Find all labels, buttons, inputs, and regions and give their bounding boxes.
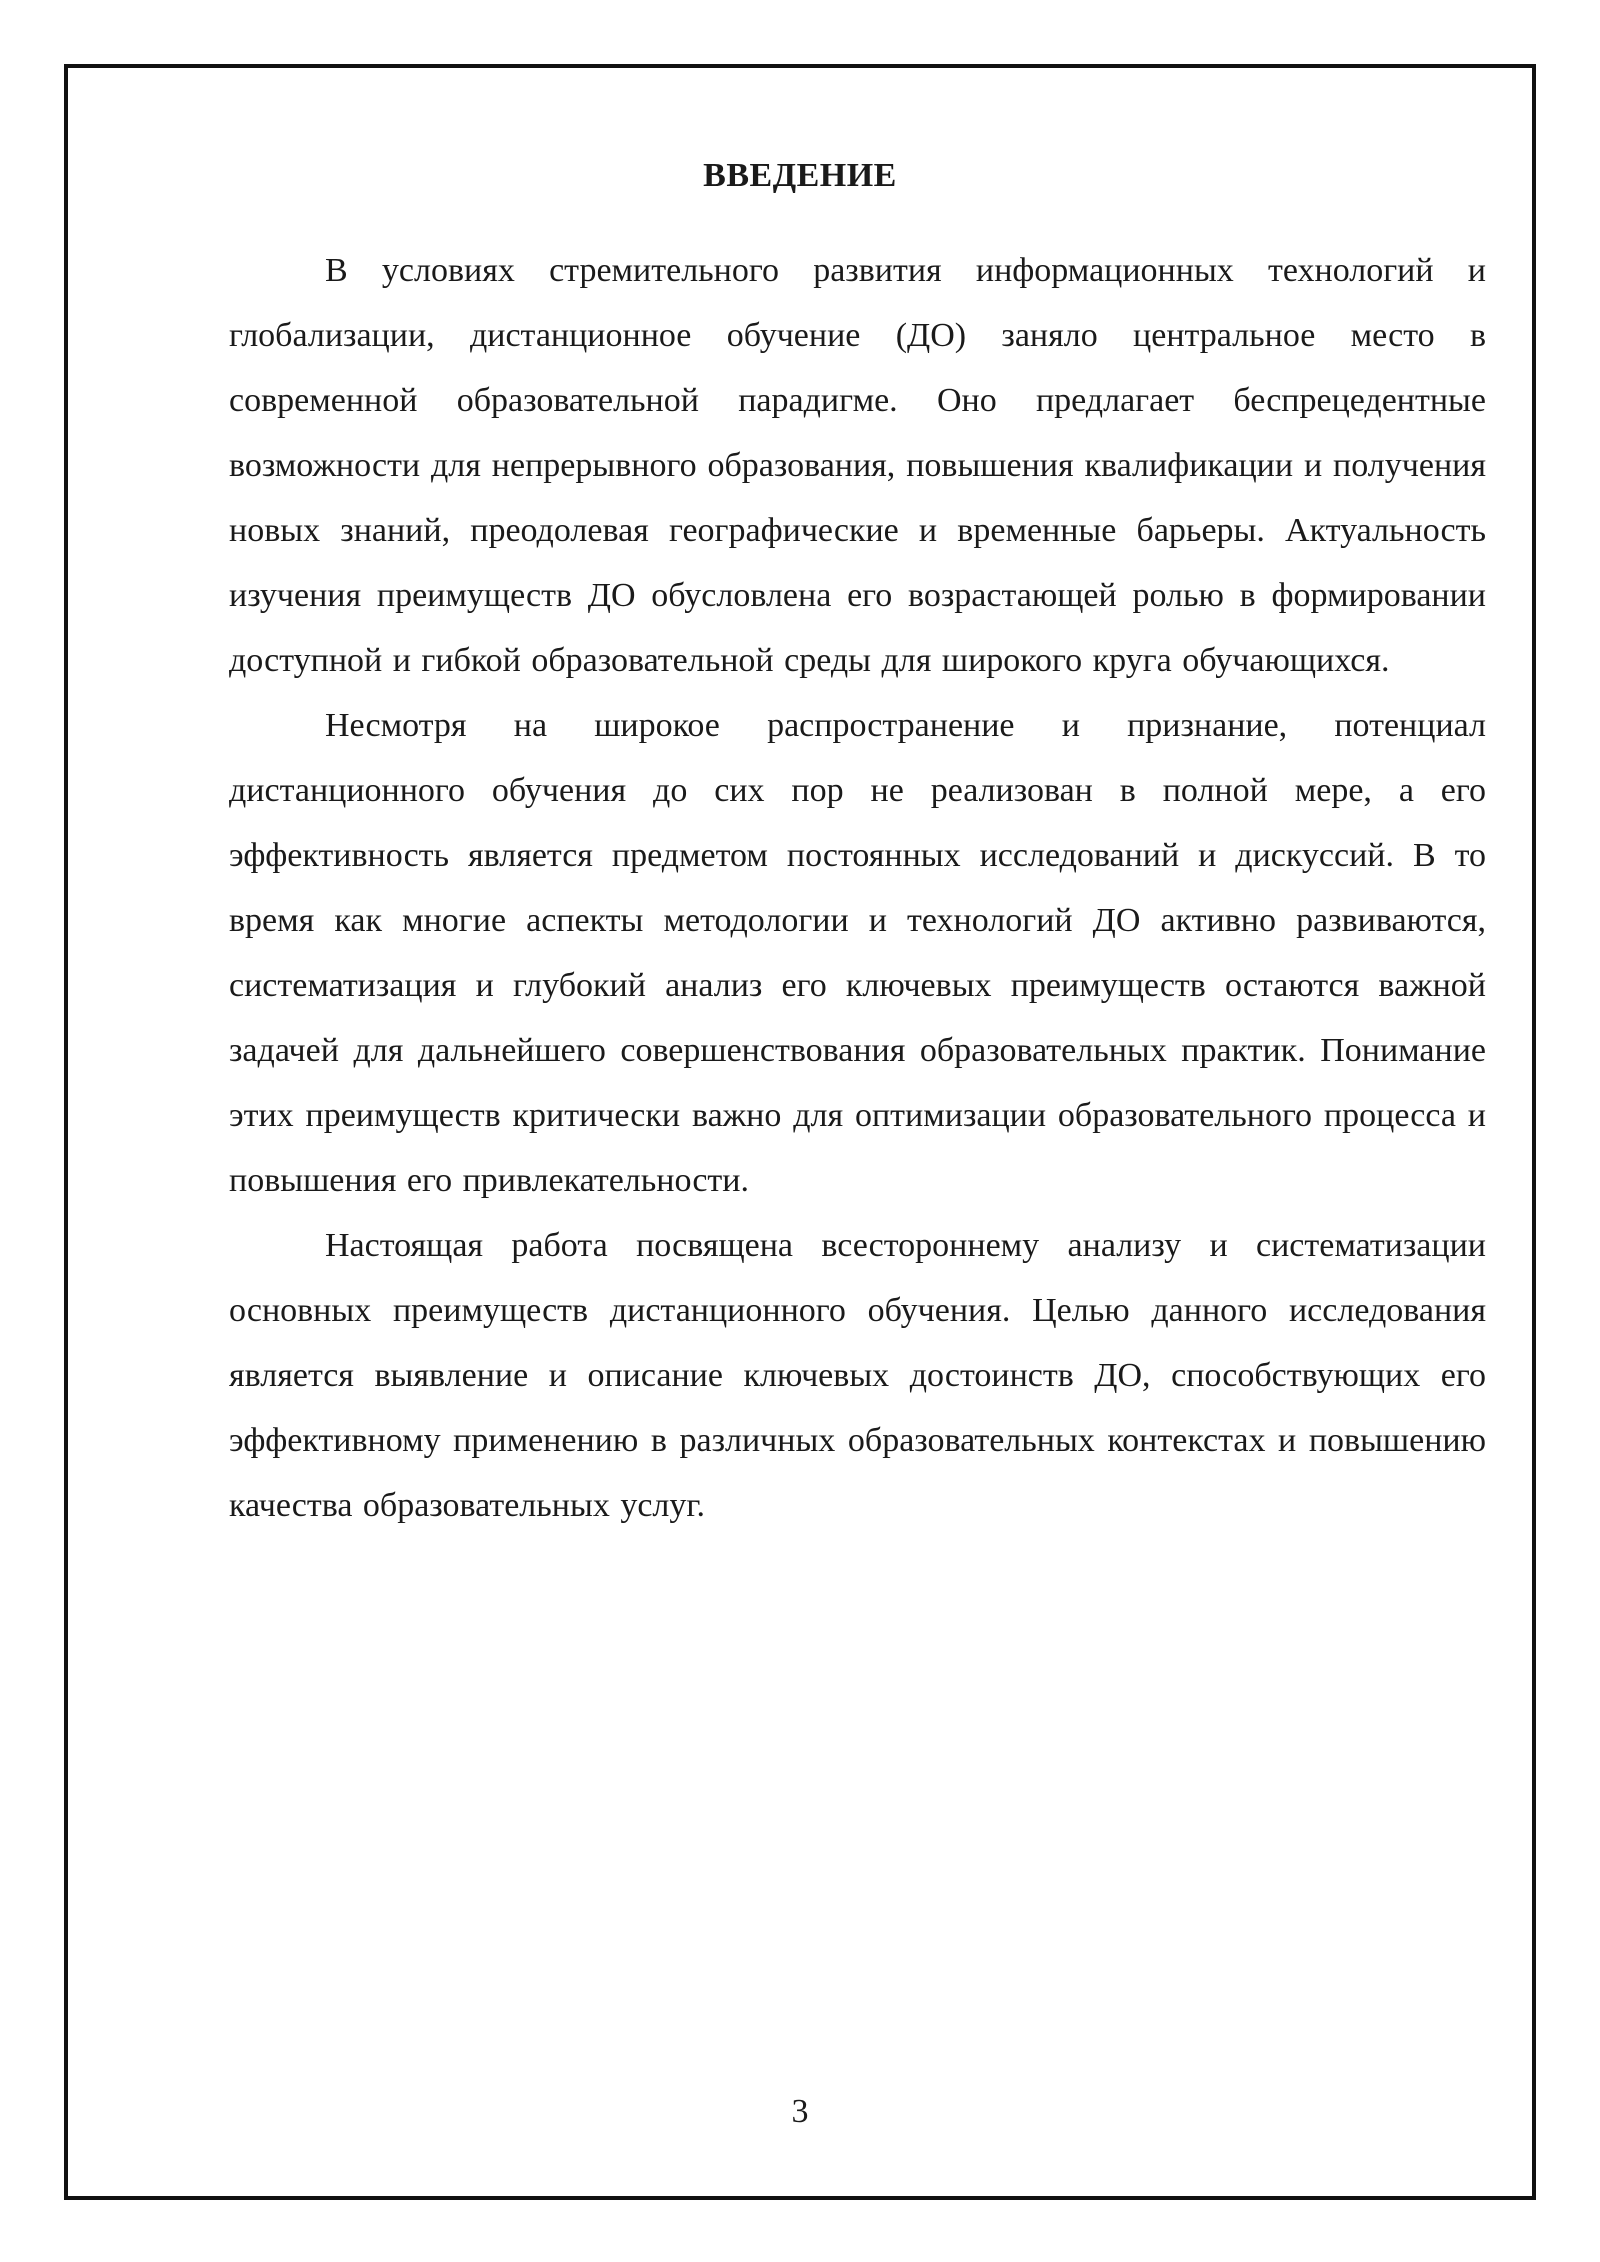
paragraph-3: Настоящая работа посвящена всестороннему анализу и систематизации основных преимуществ дистанционного обучения. Целью данного исследования является выявление и описание ключевых достоинств ДО, способствующих его эффективному применению в различных образовательных контекстах и повышению качества образовательных услуг.: [229, 1227, 1486, 1524]
page-number: 3: [791, 2093, 809, 2130]
paragraph-1: В условиях стремительного развития информационных технологий и глобализации, дистанционное обучение (ДО) заняло центральное место в современной образовательной парадигме. Оно предлагает беспрецедентные возможности для непрерывного образования, повышения квалификации и получения новых знаний, преодолевая географические и временные барьеры. Актуальность изучения преимуществ ДО обусловлена его возрастающей ролью в формировании доступной и гибкой образовательной среды для широкого круга обучающихся.: [229, 252, 1486, 679]
body-text: [229, 238, 1486, 1538]
section-heading: ВВЕДЕНИЕ: [703, 157, 897, 194]
paragraph-2: Несмотря на широкое распространение и признание, потенциал дистанционного обучения до сих пор не реализован в полной мере, а его эффективность является предметом постоянных исследований и дискуссий. В то время как многие аспекты методологии и технологий ДО активно развиваются, систематизация и глубокий анализ его ключевых преимуществ остаются важной задачей для дальнейшего совершенствования образовательных практик. Понимание этих преимуществ критически важно для оптимизации образовательного процесса и повышения его привлекательности.: [229, 707, 1486, 1199]
